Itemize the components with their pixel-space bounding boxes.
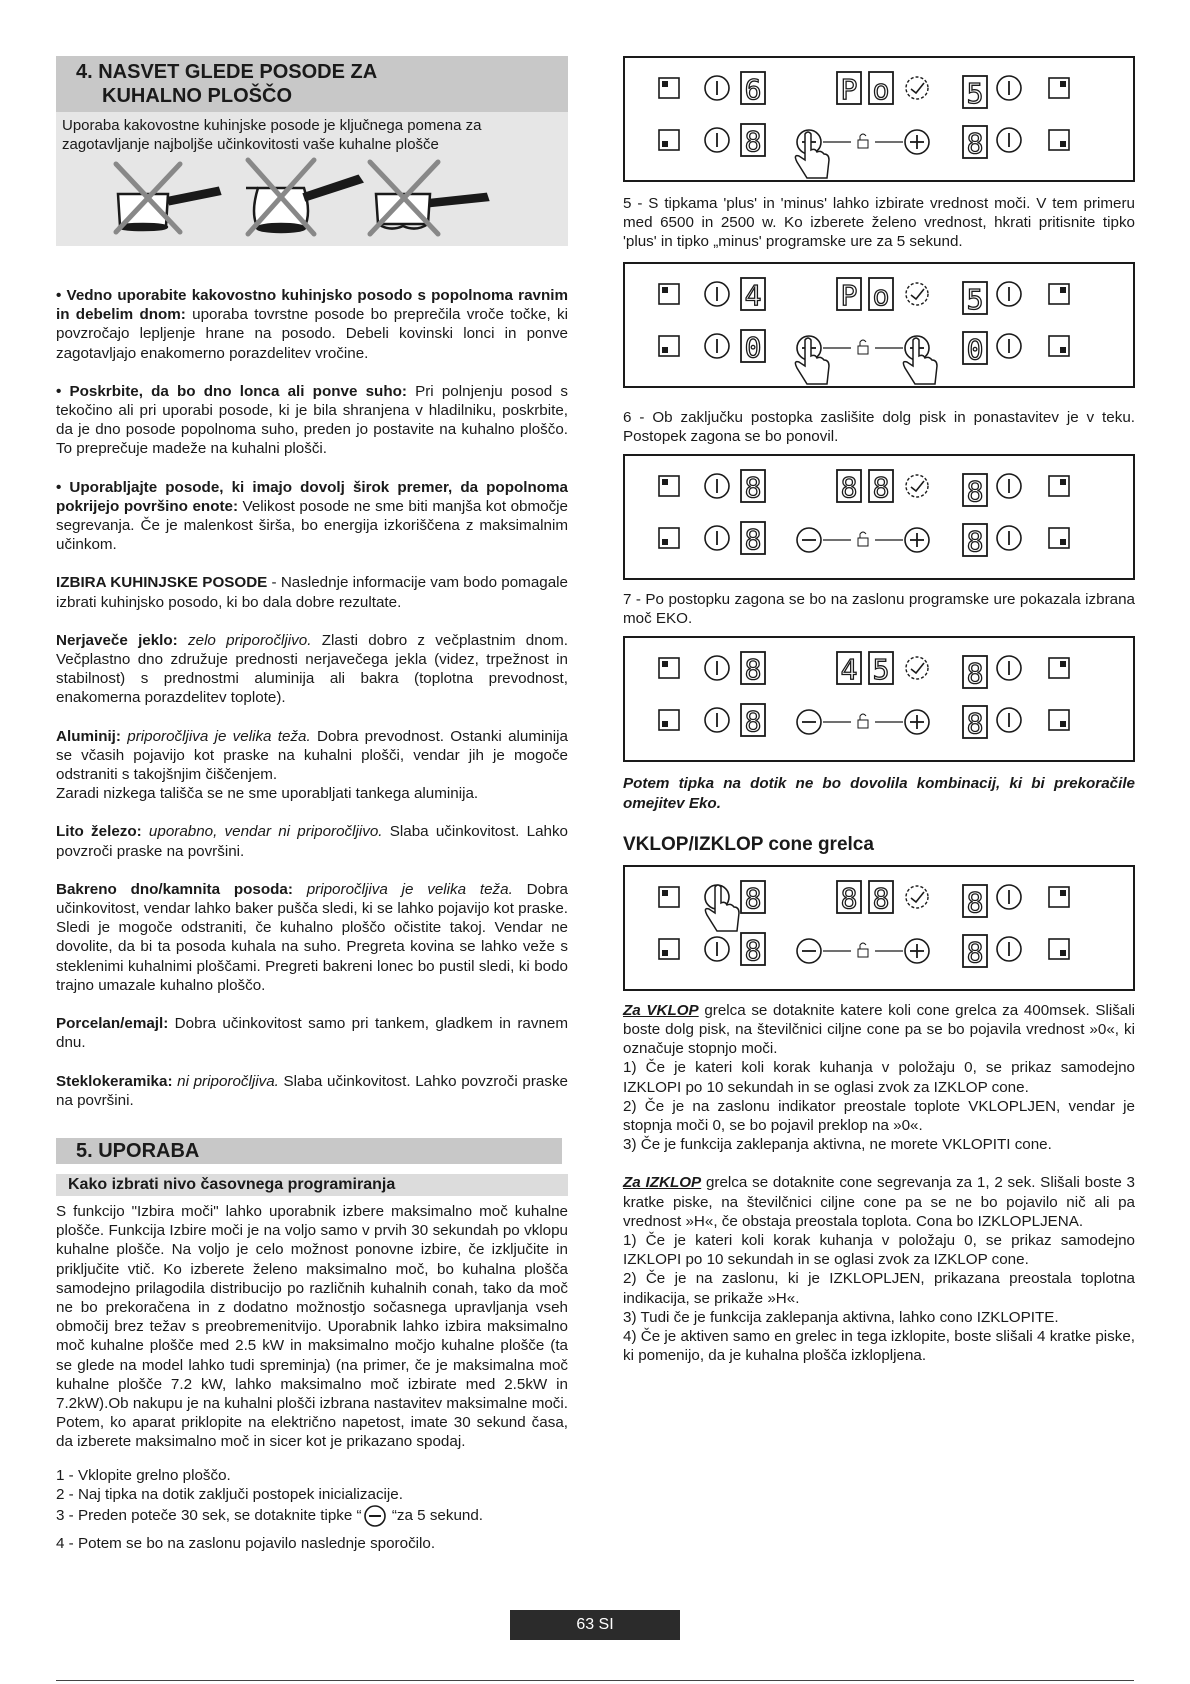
timer-display-digit-2 — [869, 881, 893, 915]
display-bottom-left — [741, 124, 765, 158]
svg-text:o: o — [872, 73, 890, 106]
timer-display-digit-1 — [837, 470, 861, 504]
svg-text:8: 8 — [966, 475, 984, 509]
display-bottom-left — [741, 330, 765, 364]
display-top-left — [741, 470, 765, 504]
zone-top-right-icon — [1049, 658, 1069, 678]
lock-icon[interactable] — [858, 714, 868, 728]
svg-text:8: 8 — [872, 881, 890, 915]
display-bottom-right — [963, 935, 987, 969]
zone-bottom-left-icon — [659, 710, 679, 730]
zone-bottom-left-icon — [659, 939, 679, 959]
display-top-right — [963, 474, 987, 508]
display-bottom-left — [741, 522, 765, 556]
power-bottom-left-icon[interactable] — [705, 937, 729, 961]
lock-icon[interactable] — [858, 134, 868, 148]
power-bottom-right-icon[interactable] — [997, 526, 1021, 550]
svg-text:P: P — [840, 278, 858, 312]
power-bottom-right-icon[interactable] — [997, 937, 1021, 961]
bottom-rule — [56, 1680, 1134, 1681]
display-top-right — [963, 282, 987, 316]
display-top-right — [963, 885, 987, 919]
unsuitable-pots-illustration — [108, 154, 508, 238]
svg-text:8: 8 — [744, 933, 762, 967]
timer-display-digit-2 — [869, 72, 893, 106]
display-top-left — [741, 652, 765, 686]
zone-bottom-right-icon — [1049, 130, 1069, 150]
timer-display-digit-2 — [869, 652, 893, 686]
cookware-intro-box — [56, 112, 568, 246]
right-column — [623, 56, 1135, 1365]
material-stainless: Nerjaveče jeklo: zelo priporočljivo. Zlasti dobro z večplastnim dnom. Večplastno dno združuje prednosti nerjavečega jekla (videz, trpežnost in stabilnost) s prednostmi aluminija ali bakra (toplotna prevodnost, enakomerna porazdelitev toplote). — [56, 631, 568, 707]
svg-text:o: o — [872, 278, 890, 312]
svg-text:5: 5 — [966, 282, 984, 316]
caption-step-7: 7 - Po postopku zagona se bo na zaslonu programske ure pokazala izbrana moč EKO. — [623, 591, 1135, 628]
zone-top-right-icon — [1049, 476, 1069, 496]
cookware-intro-text: Uporaba kakovostne kuhinjske posode je ključnega pomena za zagotavljanje najboljše učinkovitosti vaše kuhalne plošče — [62, 117, 482, 153]
display-top-left — [741, 278, 765, 312]
power-top-left-icon[interactable] — [705, 76, 729, 100]
svg-text:4: 4 — [840, 653, 858, 687]
display-bottom-right — [963, 332, 987, 366]
power-top-right-icon[interactable] — [997, 76, 1021, 100]
bullet-dry-bottom: • Poskrbite, da bo dno lonca ali ponve suho: Pri polnjenju posod s tekočino ali pri uporabi posode, ki je bila shranjena v hladilniku, poskrbite, da je dno posode popolnoma suho, preden jo postavite na kuhalno ploščo. To preprečuje madeže na kuhalni plošči. — [56, 382, 569, 458]
power-bottom-left-icon[interactable] — [705, 526, 729, 550]
display-top-left — [741, 72, 765, 106]
timer-display-digit-1 — [837, 652, 861, 686]
power-bottom-left-icon[interactable] — [705, 334, 729, 358]
zone-top-right-icon — [1049, 78, 1069, 98]
svg-text:P: P — [840, 73, 858, 106]
caption-step-6: 6 - Ob zaključku postopka zaslišite dolg pisk in ponastavitev je v teku. Postopek zagona se bo ponovil. — [623, 408, 1135, 445]
control-panel-5 — [623, 865, 1135, 991]
svg-text:8: 8 — [744, 523, 762, 557]
power-bottom-right-icon[interactable] — [997, 708, 1021, 732]
lock-icon[interactable] — [858, 340, 868, 354]
svg-text:8: 8 — [744, 881, 762, 915]
switch-on-text: Za VKLOP grelca se dotaknite katere koli cone grelca za 400msek. Slišali boste dolg pisk, na številčnici ciljne cone pa se bo pojavila vrednost »0«, ki označuje stopnjo moči. 1) Če je kateri koli korak kuhanja v položaju 0, se prikaz samodejno IZKLOPI po 10 sekundah in se oglasi zvok za IZKLOP cone. 2) Če je na zaslonu indikator preostale toplote VKLOPLJEN, vendar je stopnja moči 0, se bo pojavil preklop na »0«. 3) Če je funkcija zaklepanja aktivna, ne morete VKLOPITI cone. — [623, 1001, 1135, 1154]
zone-bottom-left-icon — [659, 528, 679, 548]
power-top-right-icon[interactable] — [997, 282, 1021, 306]
timer-clock-icon[interactable] — [906, 283, 928, 305]
material-cast-iron: Lito železo: uporabno, vendar ni priporočljivo. Slaba učinkovitost. Lahko povzroči praske na površini. — [56, 823, 569, 860]
svg-text:5: 5 — [872, 653, 890, 687]
minus-key-icon[interactable] — [797, 939, 821, 963]
display-bottom-left — [741, 933, 765, 967]
timer-display-digit-1 — [837, 881, 861, 915]
material-aluminium: Aluminij: priporočljiva je velika teža. Dobra prevodnost. Ostanki aluminija se včasih pojavijo kot praske na kuhalni plošči, vendar jih je mogoče odstraniti s takojšnjim čiščenjem. Zaradi nizkega tališča se ne sme uporabljati tankega aluminija. — [56, 727, 568, 803]
timer-display-digit-1 — [837, 72, 861, 106]
control-panel-2 — [623, 262, 1135, 388]
display-top-right — [963, 76, 987, 110]
cookware-choice: IZBIRA KUHINJSKE POSODE - Naslednje informacije vam bodo pomagale izbrati kuhinjsko posodo, ki bo dala dobre rezultate. — [56, 574, 568, 611]
svg-text:5: 5 — [966, 77, 984, 110]
svg-text:8: 8 — [840, 881, 858, 915]
svg-text:8: 8 — [744, 705, 762, 739]
timer-display-digit-2 — [869, 470, 893, 504]
minus-key-icon[interactable] — [797, 528, 821, 552]
lock-icon[interactable] — [858, 943, 868, 957]
timer-clock-icon[interactable] — [906, 475, 928, 497]
svg-text:8: 8 — [872, 471, 890, 505]
section5-heading: 5. UPORABA — [56, 1138, 562, 1164]
plus-key-icon[interactable] — [905, 710, 929, 734]
section4-title-line2: KUHALNO PLOŠČO — [102, 85, 292, 107]
svg-text:8: 8 — [744, 471, 762, 505]
section5-body: S funkcijo "Izbira moči" lahko uporabnik izbere maksimalno moč kuhalne plošče. Funkcija Izbire moči je na voljo samo v prvih 30 sekundah po vklopu kuhalne plošče. Na voljo je celo možnost ponovne izbire, če izključite in priključite vtič. Ko izberete želeno maksimalno moč, bo kuhalna plošča samodejno prilagodila distribucijo po različnih kuhalnih conah, tako da moč ne bo prekoračena in z dodatno možnostjo sočasnega upravljanja vseh območij brez težav s preobremenitvijo. Uporabnik lahko izbira maksimalno moč kuhalne plošče med 2.5 kW in maksimalno močjo kuhalne plošče (ta se glede na model lahko tudi spreminja) (na primer, če je maksimalna moč kuhalne plošče 7.2 kW, lahko maksimalno moč izbirate med 2.5kW in 7.2kW).Ob nakupu je na kuhalni plošči izbrana nastavitev maksimalne moči. Potem, ko aparat priklopite na električno napetost, imate 30 sekund časa, da izberete maksimalno moč in sicer kot je prikazano spodaj. — [56, 1202, 568, 1451]
display-bottom-right — [963, 126, 987, 160]
power-top-right-icon[interactable] — [997, 656, 1021, 680]
page-number: 63 SI — [510, 1610, 680, 1640]
svg-text:8: 8 — [966, 935, 984, 969]
zone-bottom-right-icon — [1049, 710, 1069, 730]
switch-off-text: Za IZKLOP grelca se dotaknite cone segrevanja za 1, 2 sek. Slišali boste 3 kratke piske, na številčnici ciljne cone pa se ne bo pojavilo nič ali pa vrednost »H«, če obstaja preostala toplota. Cona bo IZKLOPLJENA. 1) Če je kateri koli korak kuhanja v položaju 0, se prikaz samodejno IZKLOPI po 10 sekundah in se oglasi zvok za IZKLOP cone. 2) Če je na zaslonu, ki je IZKLOPLJEN, prikazana preostala toplotna indikacija, se prikaže »H«. 3) Tudi če je funkcija zaklepanja aktivna, lahko cono IZKLOPITE. 4) Če je aktiven samo en grelec in tega izklopite, boste slišali 4 kratke piske, ki pomenijo, da je kuhalna plošča izklopljena. — [623, 1174, 1135, 1365]
timer-clock-icon[interactable] — [906, 886, 928, 908]
zone-bottom-right-icon — [1049, 528, 1069, 548]
zone-bottom-right-icon — [1049, 939, 1069, 959]
svg-text:8: 8 — [744, 653, 762, 687]
section5-subheading: Kako izbrati nivo časovnega programiranja — [56, 1174, 568, 1196]
svg-text:8: 8 — [966, 525, 984, 559]
onoff-heading: VKLOP/IZKLOP cone grelca — [623, 833, 874, 855]
svg-text:4: 4 — [744, 278, 762, 312]
caption-step-5: 5 - S tipkama 'plus' in 'minus' lahko izbirate vrednost moči. V tem primeru med 6500 in 2500 w. Ko izberete želeno vrednost, hkrati pritisnite tipko 'plus' in tipko „minus' programske ure za 5 sekund. — [623, 195, 1135, 251]
zone-top-right-icon — [1049, 887, 1069, 907]
power-top-left-icon[interactable] — [705, 282, 729, 306]
power-top-right-icon[interactable] — [997, 885, 1021, 909]
zone-top-left-icon — [659, 658, 679, 678]
power-top-right-icon[interactable] — [997, 474, 1021, 498]
bullet-flat-bottom: • Vedno uporabite kakovostno kuhinjsko posodo s popolnoma ravnim in debelim dnom: uporaba tovrstne posode bo preprečila vroče točke, ki povzročajo lepljenje hrane na posodo. Debeli kovinski lonci in ponve zagotavljajo enakomerno porazdelitev vročine. — [56, 287, 568, 362]
svg-text:8: 8 — [966, 885, 984, 919]
power-top-left-icon[interactable] — [705, 656, 729, 680]
zone-top-right-icon — [1049, 284, 1069, 304]
svg-text:6: 6 — [744, 73, 762, 106]
plus-key-icon[interactable] — [905, 130, 929, 154]
zone-bottom-right-icon — [1049, 336, 1069, 356]
svg-text:8: 8 — [966, 657, 984, 691]
zone-top-left-icon — [659, 284, 679, 304]
timer-display-digit-2 — [869, 278, 893, 312]
timer-clock-icon[interactable] — [906, 77, 928, 99]
power-top-left-icon[interactable] — [705, 474, 729, 498]
plus-key-icon[interactable] — [905, 939, 929, 963]
svg-text:8: 8 — [840, 471, 858, 505]
step-1: 1 - Vklopite grelno ploščo. — [56, 1466, 231, 1484]
zone-top-left-icon — [659, 476, 679, 496]
zone-bottom-left-icon — [659, 336, 679, 356]
section4-heading — [56, 56, 568, 112]
svg-text:8: 8 — [966, 127, 984, 160]
bullet-wide-diameter: • Uporabljajte posode, ki imajo dovolj širok premer, da popolnoma pokrijejo površino enote: Velikost posode ne sme biti manjša kot območje segrevanja. Če je malenkost širša, bo energija izkoriščena z maksimalnim učinkom. — [56, 478, 568, 554]
lock-icon[interactable] — [858, 532, 868, 546]
power-bottom-left-icon[interactable] — [705, 708, 729, 732]
display-bottom-right — [963, 524, 987, 558]
power-bottom-right-icon[interactable] — [997, 128, 1021, 152]
svg-text:8: 8 — [744, 125, 762, 158]
step-4: 4 - Potem se bo na zaslonu pojavilo naslednje sporočilo. — [56, 1534, 436, 1552]
control-panel-1 — [623, 56, 1135, 182]
svg-text:0: 0 — [744, 330, 762, 364]
zone-top-left-icon — [659, 78, 679, 98]
eco-limit-note: Potem tipka na dotik ne bo dovolila kombinacij, ki bi prekoračile omejitev Eko. — [623, 775, 1135, 812]
plus-key-icon[interactable] — [905, 528, 929, 552]
zone-bottom-left-icon — [659, 130, 679, 150]
minus-key-icon[interactable] — [797, 710, 821, 734]
svg-text:8: 8 — [966, 707, 984, 741]
svg-text:0: 0 — [966, 332, 984, 366]
display-bottom-left — [741, 704, 765, 738]
section4-title-line1: 4. NASVET GLEDE POSODE ZA — [76, 61, 378, 83]
display-top-right — [963, 656, 987, 690]
material-glass-ceramic: Steklokeramika: ni priporočljiva. Slaba učinkovitost. Lahko povzroči praske na površini. — [56, 1072, 569, 1109]
control-panel-4 — [623, 636, 1135, 762]
timer-clock-icon[interactable] — [906, 657, 928, 679]
control-panel-3 — [623, 454, 1135, 580]
power-bottom-right-icon[interactable] — [997, 334, 1021, 358]
display-bottom-right — [963, 706, 987, 740]
step-3: 3 - Preden poteče 30 sek, se dotaknite tipke “ “za 5 sekund. — [56, 1504, 568, 1528]
display-top-left — [741, 881, 765, 915]
zone-top-left-icon — [659, 887, 679, 907]
material-copper: Bakreno dno/kamnita posoda: priporočljiva je velika teža. Dobra učinkovitost, vendar lahko baker pušča sledi, ki se lahko pojavijo kot praske. Sledi je mogoče odstraniti, če kuhalno ploščo očistite takoj. Vendar ne dovolite, da bi ta posoda kuhala na suho. Pregreta kovina se lahko veže s steklenimi kuhalnimi ploščami. Pregreti bakreni lonec bo pustil sledi, ki bodo trajno umazale kuhalno ploščo. — [56, 880, 568, 994]
step-2: 2 - Naj tipka na dotik zaključi postopek inicializacije. — [56, 1485, 403, 1503]
timer-display-digit-1 — [837, 278, 861, 312]
material-porcelain: Porcelan/emajl: Dobra učinkovitost samo pri tankem, gladkem in ravnem dnu. — [56, 1015, 568, 1052]
left-column — [56, 56, 568, 1553]
minus-key-icon — [362, 1504, 388, 1528]
power-bottom-left-icon[interactable] — [705, 128, 729, 152]
